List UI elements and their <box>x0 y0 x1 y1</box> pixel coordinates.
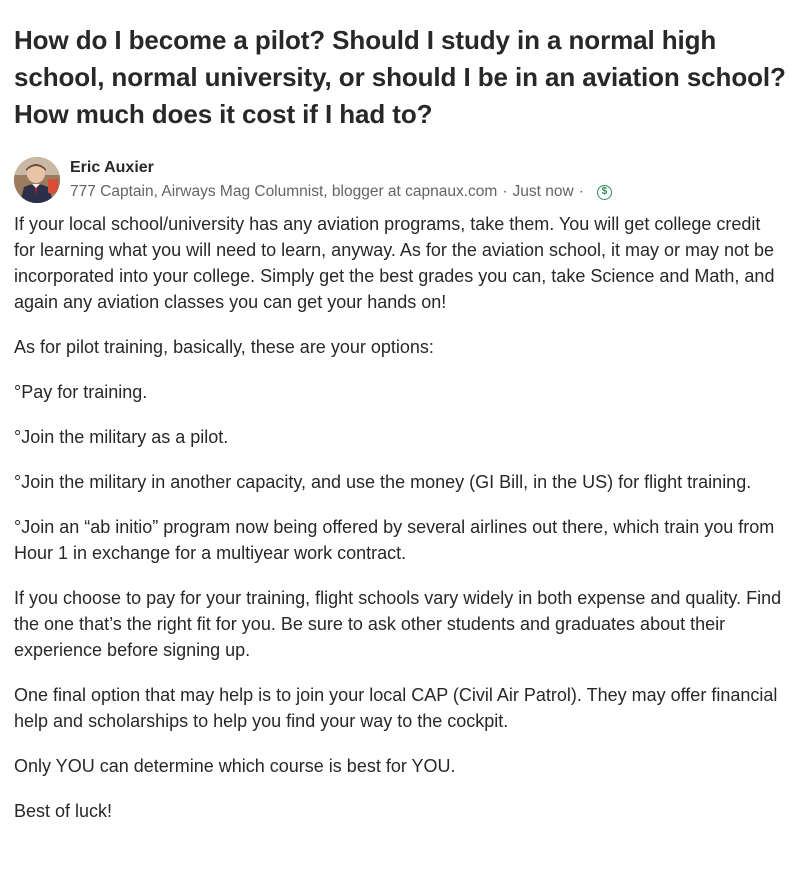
answer-body <box>14 211 786 824</box>
answer-paragraph-7: If you choose to pay for your training, flight schools vary widely in both expense and quality. Find the one that’s the right fit for you. Be sure to ask other students and graduates about their experience before signing up. <box>14 588 782 660</box>
answer-timestamp[interactable]: Just now <box>512 183 574 200</box>
author-credential[interactable]: 777 Captain, Airways Mag Columnist, blogger at capnaux.com <box>70 183 498 200</box>
author-meta <box>70 157 612 203</box>
answer-paragraph-6: °Join an “ab initio” program now being offered by several airlines out there, which train you from Hour 1 in exchange for a multiyear work contract. <box>14 517 775 563</box>
author-avatar[interactable] <box>14 157 60 203</box>
answer-paragraph-8: One final option that may help is to join your local CAP (Civil Air Patrol). They may offer financial help and scholarships to help you find your way to the cockpit. <box>14 685 778 731</box>
answer-paragraph-1: If your local school/university has any aviation programs, take them. You will get college credit for learning what you will need to learn, anyway. As for the aviation school, it may or may not be incorporated into your college. Simply get the best grades you can, take Science and Math, and again any aviation classes you can get your hands on! <box>14 214 775 312</box>
answer-paragraph-10: Best of luck! <box>14 801 113 821</box>
question-title[interactable]: How do I become a pilot? Should I study in a normal high school, normal university, or should I be in an aviation school? How much does it cost if I had to? <box>14 25 786 129</box>
separator-dot: · <box>502 183 508 200</box>
answer-paragraph-9: Only YOU can determine which course is best for YOU. <box>14 756 456 776</box>
credential-line <box>70 181 612 203</box>
monetized-dollar-icon[interactable]: $ <box>597 185 612 200</box>
answer-paragraph-4: °Join the military as a pilot. <box>14 427 229 447</box>
author-name-link[interactable]: Eric Auxier <box>70 159 154 176</box>
answer-paragraph-5: °Join the military in another capacity, and use the money (GI Bill, in the US) for flight training. <box>14 472 752 492</box>
answer-paragraph-3: °Pay for training. <box>14 382 148 402</box>
avatar-photo-icon <box>14 157 60 203</box>
author-header <box>14 157 786 207</box>
separator-dot-2: · <box>578 183 584 200</box>
answer-paragraph-2: As for pilot training, basically, these are your options: <box>14 337 434 357</box>
